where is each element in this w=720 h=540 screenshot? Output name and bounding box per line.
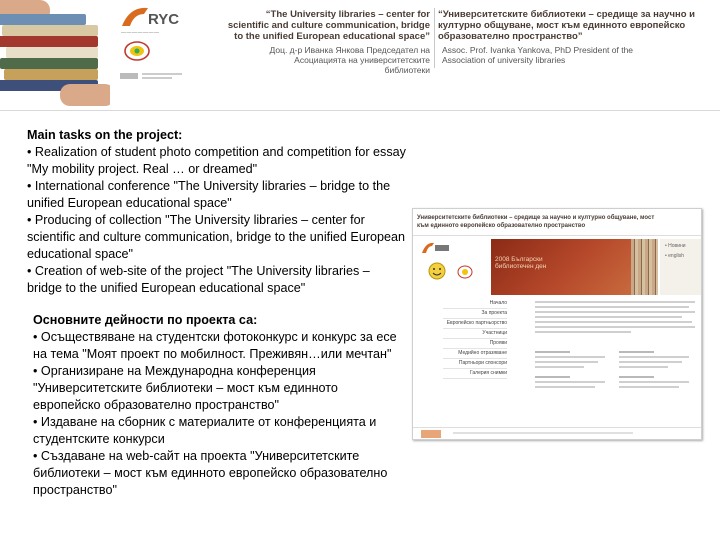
website-news-column [619, 351, 689, 391]
cartoon-face-icon [427, 261, 447, 281]
task-item-en: • Creation of web-site of the project "The University libraries – bridge to the unified European educational space" [27, 264, 370, 295]
website-nav-item[interactable]: Европейско партньорство [443, 319, 507, 329]
website-banner-text: 2008 Български библиотечен ден [495, 256, 547, 270]
website-nav-item[interactable]: Партньори спонсори [443, 359, 507, 369]
main-tasks-en [27, 127, 407, 297]
website-nav-item[interactable]: Начало [443, 299, 507, 309]
main-tasks-title-bg: Основните дейности по проекта са: [33, 313, 258, 327]
website-nav-item[interactable]: Участници [443, 329, 507, 339]
header-signature-en: Assoc. Prof. Ivanka Yankova, PhD President of the Association of university libraries [442, 45, 634, 65]
task-item-bg: • Издаване на сборник с материалите от конференцията и студентските конкурси [33, 415, 377, 446]
main-tasks-title-en: Main tasks on the project: [27, 128, 183, 142]
task-item-bg: • Организиране на Международна конференция "Университетските библиотеки – мост към единното европейско образователно пространство" [33, 364, 338, 412]
ryc-logo-icon [120, 4, 186, 30]
bookshelf-image [631, 239, 658, 295]
website-footer-text [453, 432, 633, 437]
small-logo-icon [120, 70, 200, 82]
website-side-link[interactable]: • Новини [665, 243, 686, 249]
emblem-icon [124, 40, 150, 62]
logo-subtext: ——————— [121, 30, 160, 36]
website-side-link[interactable]: • english [665, 253, 684, 259]
header-divider [434, 8, 435, 68]
task-item-en: • International conference "The University libraries – bridge to the unified European educational space" [27, 179, 391, 210]
header-signature-bg: Доц. д-р Иванка Янкова Председател на Асоциацията на университетските библиотеки [269, 45, 430, 75]
website-news-column [535, 351, 605, 391]
header-title-en: “The University libraries – center for scientific and culture communication, bridge to the unified European educational space” [227, 9, 430, 42]
website-nav [443, 299, 507, 379]
website-footer-logo-icon [421, 430, 441, 438]
logo-text: RYC [148, 11, 180, 28]
website-body-text [535, 301, 695, 336]
header-title-bg: “Университетските библиотеки – средище за научно и културно общуване, мост към единното европейско образователно пространство” [438, 9, 696, 42]
website-ryc-logo-icon [421, 241, 451, 255]
website-emblem-icon [457, 265, 473, 279]
website-nav-item[interactable]: За проекта [443, 309, 507, 319]
task-item-en: • Realization of student photo competition and competition for essay "My mobility project. Real … or dreamed" [27, 145, 406, 176]
task-item-en: • Producing of collection "The University libraries – center for scientific and culture communication, bridge to the unified European educational space" [27, 213, 406, 261]
website-nav-item[interactable]: Прояви [443, 339, 507, 349]
website-nav-item[interactable]: Медийно отразяване [443, 349, 507, 359]
task-item-bg: • Осъществяване на студентски фотоконкурс и конкурс за есе на тема "Моят проект по мобилност. Преживян…или мечтан" [33, 330, 397, 361]
header-rule [0, 110, 720, 111]
website-screenshot [412, 208, 702, 440]
header-band [0, 0, 720, 112]
website-title: Университетските библиотеки – средище за научно и културно общуване, мост към единното европейско образователно пространство [417, 215, 655, 229]
task-item-bg: • Създаване на web-сайт на проекта "Университетските библиотеки – мост към единното европейско образователно пространство" [33, 449, 388, 497]
main-tasks-bg [33, 312, 405, 499]
book-stack-image [0, 0, 110, 106]
website-header-rule [413, 235, 702, 236]
website-nav-item[interactable]: Галерия снимки [443, 369, 507, 379]
